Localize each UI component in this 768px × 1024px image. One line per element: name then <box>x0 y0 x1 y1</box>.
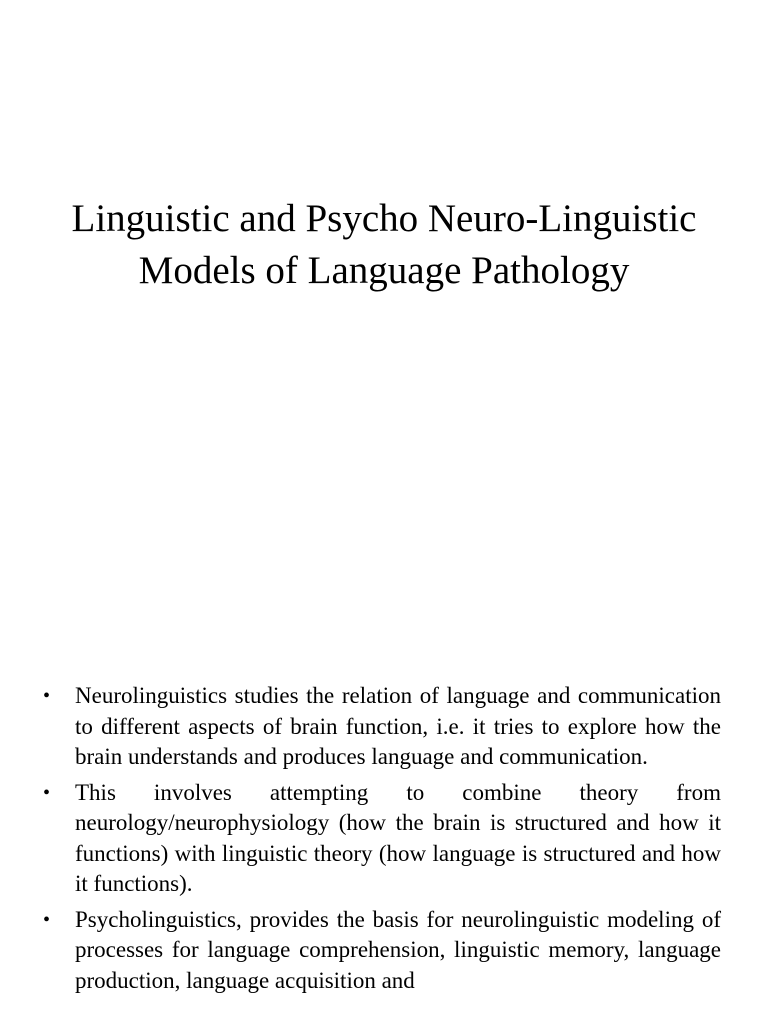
slide-title <box>0 193 768 297</box>
bullet-text: This involves attempting to combine theory from neurology/neurophysiology (how the brain is structured and how it functions) with linguistic theory (how language is structured and how it functions). <box>75 779 721 896</box>
bullet-list <box>40 681 721 1001</box>
bullet-icon: • <box>43 781 51 804</box>
bullet-text: Psycholinguistics, provides the basis for neurolinguistic modeling of processes for language comprehension, linguistic memory, language production, language acquisition and <box>75 906 721 993</box>
slide-title-line-2: Models of Language Pathology <box>138 249 630 292</box>
bullet-icon: • <box>43 685 51 707</box>
bullet-item-psycholinguistics <box>40 905 721 997</box>
bullet-text: Neurolinguistics studies the relation of language and communication to different aspects of brain function, i.e. it tries to explore how the brain understands and produces language and communication. <box>75 683 721 769</box>
bullet-icon: • <box>43 908 51 931</box>
bullet-item-theory <box>40 778 721 900</box>
bullet-item-neurolinguistics <box>40 681 721 773</box>
slide-title-line-1: Linguistic and Psycho Neuro-Linguistic <box>71 197 697 240</box>
